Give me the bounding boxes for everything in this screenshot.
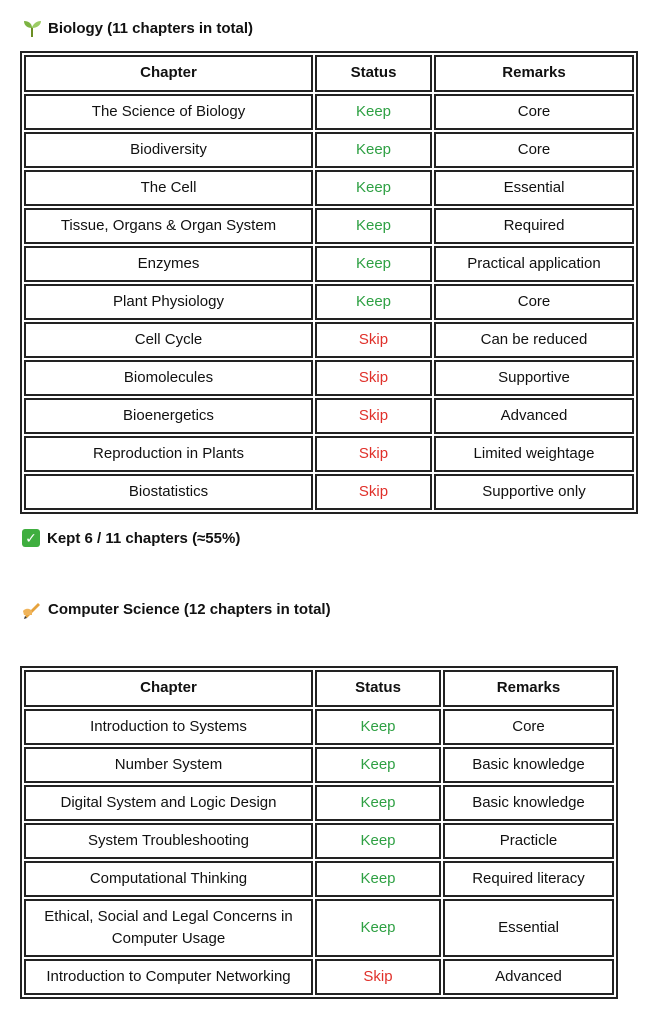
table-row — [24, 474, 634, 510]
table-row — [24, 899, 614, 957]
status-cell: Keep — [315, 170, 432, 206]
chapter-cell: Bioenergetics — [24, 398, 313, 434]
status-cell: Keep — [315, 94, 432, 130]
status-cell: Keep — [315, 246, 432, 282]
chapter-cell: System Troubleshooting — [24, 823, 313, 859]
remarks-cell: Essential — [443, 899, 614, 957]
table-row — [24, 436, 634, 472]
seedling-icon — [22, 18, 42, 38]
column-header-status: Status — [315, 670, 441, 707]
status-cell: Keep — [315, 823, 441, 859]
status-cell: Keep — [315, 132, 432, 168]
biology-table — [20, 51, 638, 514]
biology-heading — [22, 18, 253, 38]
chapter-cell: Biostatistics — [24, 474, 313, 510]
table-row — [24, 747, 614, 783]
remarks-cell: Core — [434, 94, 634, 130]
chapter-cell: Reproduction in Plants — [24, 436, 313, 472]
status-cell: Keep — [315, 709, 441, 745]
computer-science-table — [20, 666, 618, 999]
chapter-cell: Tissue, Organs & Organ System — [24, 208, 313, 244]
table-row — [24, 246, 634, 282]
remarks-cell: Basic knowledge — [443, 747, 614, 783]
status-cell: Keep — [315, 899, 441, 957]
chapter-cell: The Science of Biology — [24, 94, 313, 130]
remarks-cell: Required — [434, 208, 634, 244]
chapter-cell: Cell Cycle — [24, 322, 313, 358]
table-row — [24, 170, 634, 206]
status-cell: Keep — [315, 785, 441, 821]
remarks-cell: Practicle — [443, 823, 614, 859]
remarks-cell: Essential — [434, 170, 634, 206]
status-cell: Keep — [315, 747, 441, 783]
table-row — [24, 959, 614, 995]
status-cell: Skip — [315, 322, 432, 358]
table-row — [24, 709, 614, 745]
remarks-cell: Practical application — [434, 246, 634, 282]
chapter-cell: Plant Physiology — [24, 284, 313, 320]
table-row — [24, 94, 634, 130]
status-cell: Keep — [315, 208, 432, 244]
remarks-cell: Limited weightage — [434, 436, 634, 472]
biology-summary — [22, 529, 240, 547]
table-row — [24, 208, 634, 244]
status-cell: Skip — [315, 474, 432, 510]
chapter-cell: Biomolecules — [24, 360, 313, 396]
status-cell: Skip — [315, 360, 432, 396]
chapter-cell: Biodiversity — [24, 132, 313, 168]
column-header-chapter: Chapter — [24, 670, 313, 707]
chapter-cell: Introduction to Systems — [24, 709, 313, 745]
column-header-chapter: Chapter — [24, 55, 313, 92]
biology-heading-text: Biology (11 chapters in total) — [48, 19, 254, 37]
chapter-cell: Number System — [24, 747, 313, 783]
remarks-cell: Required literacy — [443, 861, 614, 897]
column-header-status: Status — [315, 55, 432, 92]
table-row — [24, 360, 634, 396]
table-row — [24, 785, 614, 821]
table-row — [24, 398, 634, 434]
column-header-remarks: Remarks — [434, 55, 634, 92]
table-row — [24, 132, 634, 168]
remarks-cell: Can be reduced — [434, 322, 634, 358]
table-header-row — [24, 670, 614, 707]
table-row — [24, 322, 634, 358]
status-cell: Skip — [315, 398, 432, 434]
status-cell: Skip — [315, 436, 432, 472]
writing-hand-icon — [22, 599, 42, 619]
remarks-cell: Core — [443, 709, 614, 745]
remarks-cell: Supportive only — [434, 474, 634, 510]
chapter-cell: Enzymes — [24, 246, 313, 282]
table-row — [24, 861, 614, 897]
status-cell: Keep — [315, 861, 441, 897]
computer-science-heading-text: Computer Science (12 chapters in total) — [48, 600, 331, 618]
status-cell: Keep — [315, 284, 432, 320]
checkmark-icon: ✓ — [22, 529, 40, 547]
column-header-remarks: Remarks — [443, 670, 614, 707]
biology-summary-text: Kept 6 / 11 chapters (≈55%) — [47, 529, 241, 547]
table-row — [24, 284, 634, 320]
remarks-cell: Core — [434, 284, 634, 320]
chapter-cell: Computational Thinking — [24, 861, 313, 897]
remarks-cell: Supportive — [434, 360, 634, 396]
table-row — [24, 823, 614, 859]
chapter-cell: Introduction to Computer Networking — [24, 959, 313, 995]
remarks-cell: Basic knowledge — [443, 785, 614, 821]
remarks-cell: Advanced — [434, 398, 634, 434]
chapter-cell: The Cell — [24, 170, 313, 206]
computer-science-heading — [22, 599, 331, 619]
chapter-cell: Digital System and Logic Design — [24, 785, 313, 821]
chapter-cell: Ethical, Social and Legal Concerns in Computer Usage — [24, 899, 313, 957]
remarks-cell: Advanced — [443, 959, 614, 995]
remarks-cell: Core — [434, 132, 634, 168]
status-cell: Skip — [315, 959, 441, 995]
table-header-row — [24, 55, 634, 92]
